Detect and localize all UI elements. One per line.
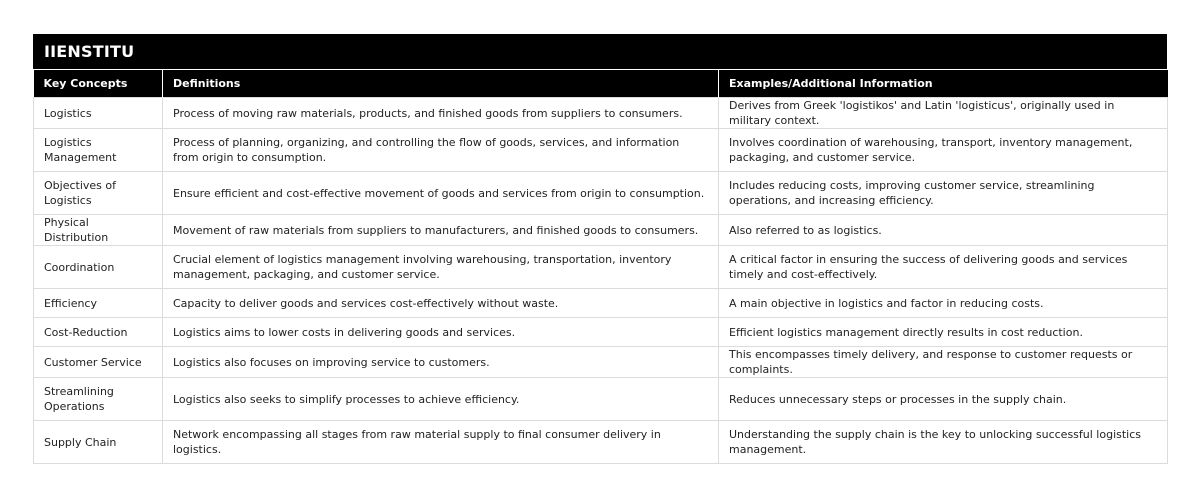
concept-cell: Supply Chain <box>34 421 163 464</box>
brand-title: IIENSTITU <box>33 34 1167 69</box>
example-cell: Understanding the supply chain is the key to unlocking successful logistics management. <box>719 421 1168 464</box>
definition-cell: Process of moving raw materials, products, and finished goods from suppliers to consumers. <box>163 98 719 129</box>
definition-cell: Movement of raw materials from suppliers to manufacturers, and finished goods to consumers. <box>163 215 719 246</box>
concept-cell: Logistics Management <box>34 129 163 172</box>
header-key-concepts: Key Concepts <box>34 70 163 98</box>
definition-cell: Logistics also seeks to simplify processes to achieve efficiency. <box>163 378 719 421</box>
concept-cell: Logistics <box>34 98 163 129</box>
definition-cell: Logistics aims to lower costs in delivering goods and services. <box>163 318 719 347</box>
table-row <box>34 421 1168 464</box>
table-row <box>34 246 1168 289</box>
table-row <box>34 215 1168 246</box>
table-row <box>34 172 1168 215</box>
definition-cell: Capacity to deliver goods and services cost-effectively without waste. <box>163 289 719 318</box>
definition-cell: Process of planning, organizing, and controlling the flow of goods, services, and information from origin to consumption. <box>163 129 719 172</box>
example-cell: Involves coordination of warehousing, transport, inventory management, packaging, and customer service. <box>719 129 1168 172</box>
logistics-table-card <box>33 34 1167 464</box>
concept-cell: Coordination <box>34 246 163 289</box>
concept-cell: Streamlining Operations <box>34 378 163 421</box>
concepts-table <box>33 69 1168 464</box>
example-cell: Derives from Greek 'logistikos' and Latin 'logisticus', originally used in military context. <box>719 98 1168 129</box>
definition-cell: Crucial element of logistics management involving warehousing, transportation, inventory management, packaging, and customer service. <box>163 246 719 289</box>
example-cell: Efficient logistics management directly results in cost reduction. <box>719 318 1168 347</box>
table-row <box>34 378 1168 421</box>
definition-cell: Logistics also focuses on improving service to customers. <box>163 347 719 378</box>
concept-cell: Customer Service <box>34 347 163 378</box>
example-cell: Also referred to as logistics. <box>719 215 1168 246</box>
table-header-row <box>34 70 1168 98</box>
table-row <box>34 289 1168 318</box>
concept-cell: Efficiency <box>34 289 163 318</box>
header-definitions: Definitions <box>163 70 719 98</box>
example-cell: This encompasses timely delivery, and response to customer requests or complaints. <box>719 347 1168 378</box>
table-row <box>34 347 1168 378</box>
example-cell: A critical factor in ensuring the success of delivering goods and services timely and cost-effectively. <box>719 246 1168 289</box>
definition-cell: Ensure efficient and cost-effective movement of goods and services from origin to consumption. <box>163 172 719 215</box>
example-cell: Reduces unnecessary steps or processes in the supply chain. <box>719 378 1168 421</box>
concept-cell: Physical Distribution <box>34 215 163 246</box>
example-cell: Includes reducing costs, improving customer service, streamlining operations, and increasing efficiency. <box>719 172 1168 215</box>
table-row <box>34 129 1168 172</box>
table-row <box>34 98 1168 129</box>
concept-cell: Cost-Reduction <box>34 318 163 347</box>
table-row <box>34 318 1168 347</box>
concept-cell: Objectives of Logistics <box>34 172 163 215</box>
header-examples: Examples/Additional Information <box>719 70 1168 98</box>
definition-cell: Network encompassing all stages from raw material supply to final consumer delivery in logistics. <box>163 421 719 464</box>
example-cell: A main objective in logistics and factor in reducing costs. <box>719 289 1168 318</box>
